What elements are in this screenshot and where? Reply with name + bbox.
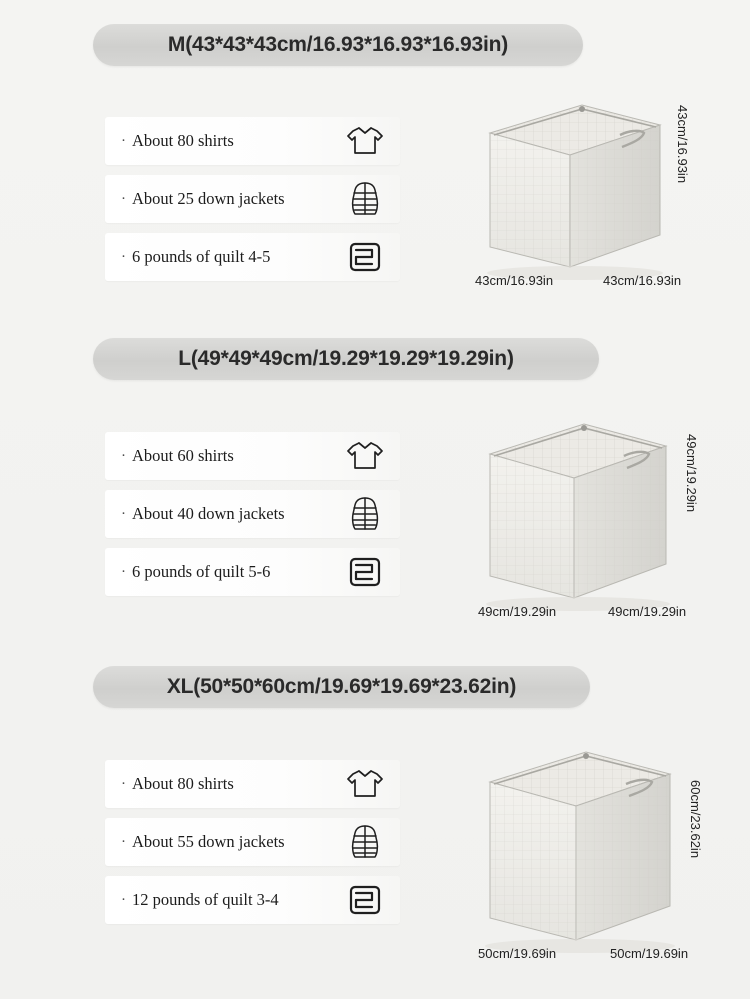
- size-banner-label: M(43*43*43cm/16.93*16.93*16.93in): [167, 33, 509, 56]
- bullet-dot: ·: [121, 505, 126, 522]
- feature-row: [105, 432, 400, 480]
- down-jacket-icon: [338, 492, 392, 536]
- feature-row: [105, 548, 400, 596]
- bullet-dot: ·: [121, 190, 126, 207]
- feature-label: About 55 down jackets: [132, 832, 285, 851]
- storage-bag-icon: [468, 742, 703, 972]
- feature-label: 6 pounds of quilt 4-5: [132, 247, 271, 266]
- feature-list-l: [105, 432, 400, 606]
- feature-label: About 80 shirts: [132, 774, 234, 793]
- feature-row: [105, 490, 400, 538]
- size-banner-label: XL(50*50*60cm/19.69*19.69*23.62in): [166, 675, 517, 698]
- size-banner-m: [93, 24, 583, 66]
- down-jacket-icon: [338, 820, 392, 864]
- storage-bag-icon: [470, 412, 700, 627]
- feature-row: [105, 117, 400, 165]
- size-banner-label: L(49*49*49cm/19.29*19.29*19.29in): [178, 347, 514, 370]
- folded-quilt-icon: [338, 878, 392, 922]
- feature-row: [105, 233, 400, 281]
- dimension-width-label: 50cm/19.69in: [478, 946, 557, 961]
- feature-list-xl: [105, 760, 400, 934]
- feature-row: [105, 760, 400, 808]
- product-illustration-l: [470, 412, 715, 642]
- bullet-dot: ·: [121, 132, 126, 149]
- dimension-height-label: 60cm/23.62in: [688, 780, 703, 859]
- dimension-width-label: 49cm/19.29in: [478, 604, 557, 619]
- feature-label: About 40 down jackets: [132, 504, 285, 523]
- dimension-height-label: 43cm/16.93in: [675, 105, 690, 184]
- storage-bag-icon: [470, 95, 685, 295]
- size-banner-xl: [93, 666, 590, 708]
- product-illustration-xl: [468, 742, 718, 987]
- feature-row: [105, 175, 400, 223]
- feature-label: About 80 shirts: [132, 131, 234, 150]
- folded-quilt-icon: [338, 550, 392, 594]
- bullet-dot: ·: [121, 563, 126, 580]
- feature-label: 12 pounds of quilt 3-4: [132, 890, 279, 909]
- bullet-dot: ·: [121, 248, 126, 265]
- dimension-depth-label: 50cm/19.69in: [610, 946, 689, 961]
- shirt-icon: [338, 762, 392, 806]
- down-jacket-icon: [338, 177, 392, 221]
- shirt-icon: [338, 434, 392, 478]
- dimension-width-label: 43cm/16.93in: [475, 273, 554, 288]
- feature-row: [105, 876, 400, 924]
- shirt-icon: [338, 119, 392, 163]
- dimension-depth-label: 49cm/19.29in: [608, 604, 687, 619]
- feature-row: [105, 818, 400, 866]
- bullet-dot: ·: [121, 447, 126, 464]
- feature-label: 6 pounds of quilt 5-6: [132, 562, 271, 581]
- folded-quilt-icon: [338, 235, 392, 279]
- dimension-depth-label: 43cm/16.93in: [603, 273, 682, 288]
- bullet-dot: ·: [121, 833, 126, 850]
- dimension-height-label: 49cm/19.29in: [684, 434, 699, 513]
- product-illustration-m: [470, 95, 700, 305]
- bullet-dot: ·: [121, 775, 126, 792]
- feature-label: About 25 down jackets: [132, 189, 285, 208]
- size-banner-l: [93, 338, 599, 380]
- feature-label: About 60 shirts: [132, 446, 234, 465]
- bullet-dot: ·: [121, 891, 126, 908]
- feature-list-m: [105, 117, 400, 291]
